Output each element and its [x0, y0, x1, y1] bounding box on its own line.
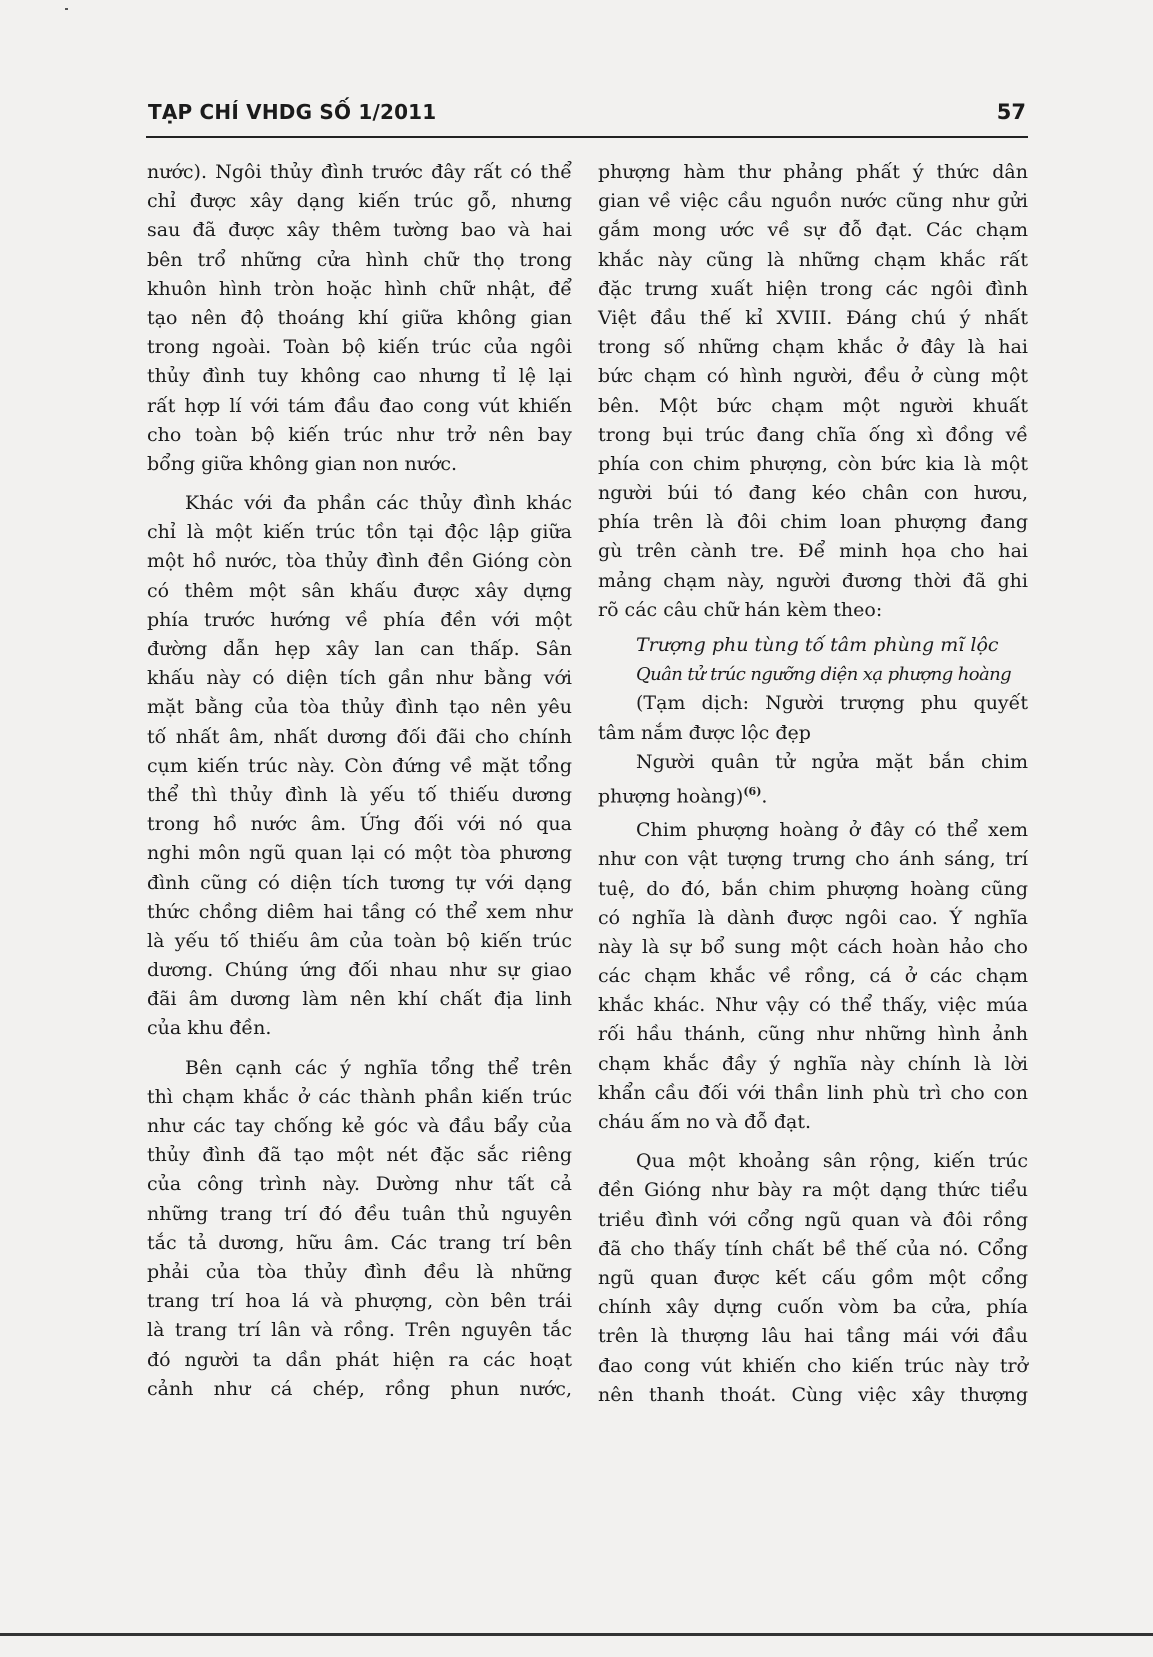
text-line: cảnh như cá chép, rồng phun nước,: [147, 1377, 572, 1400]
text-line: khắc khác. Như vậy có thể thấy, việc múa: [598, 994, 1028, 1017]
verse-line: Quân tử trúc ngưỡng diện xạ phượng hoàng: [636, 664, 1012, 686]
paragraph: [147, 158, 572, 479]
text-line: cho toàn bộ kiến trúc như trở nên bay: [147, 423, 572, 446]
page-header: [148, 100, 1026, 130]
text-line: nước). Ngôi thủy đình trước đây rất có thể: [147, 161, 572, 183]
text-line: trên là thượng lâu hai tầng mái với đầu: [598, 1325, 1028, 1348]
text-line: ngũ quan được kết cấu gồm một cổng: [598, 1266, 1028, 1289]
page-number: 57: [996, 100, 1026, 124]
text-line: đặc trưng xuất hiện trong các ngôi đình: [598, 277, 1028, 300]
text-line: người búi tó đang kéo chân con hươu,: [598, 482, 1028, 505]
text-line: sau đã được xây thêm tường bao và hai: [147, 219, 572, 242]
text-line: [598, 777, 1028, 806]
text-line: cháu ấm no và đỗ đạt.: [598, 1111, 811, 1133]
text-line: triều đình với cổng ngũ quan và đôi rồng: [598, 1208, 1028, 1231]
text-line: những trang trí đó đều tuân thủ nguyên: [147, 1202, 572, 1225]
text-line: đã cho thấy tính chất bề thế của nó. Cổng: [598, 1237, 1028, 1260]
text-line: gắm mong ước về sự đỗ đạt. Các chạm: [598, 219, 1028, 242]
text-line: đường dẫn hẹp xây lan can thấp. Sân: [147, 638, 572, 660]
text-line: Khác với đa phần các thủy đình khác: [185, 492, 572, 515]
text-line: trang trí hoa lá và phượng, còn bên trái: [147, 1290, 572, 1313]
text-line: trong ngoài. Toàn bộ kiến trúc của ngôi: [147, 336, 572, 359]
text-line: chỉ là một kiến trúc tồn tại độc lập giữa: [147, 521, 572, 544]
text-line: gian về việc cầu nguồn nước cũng như gửi: [598, 190, 1028, 213]
text-line: mặt bằng của tòa thủy đình tạo nên yêu: [147, 696, 572, 719]
text-line: bên trổ những cửa hình chữ thọ trong: [147, 248, 572, 271]
text-line: khẩn cầu đối với thần linh phù trì cho con: [598, 1081, 1028, 1104]
paragraph: [598, 1147, 1028, 1410]
text-line: phía trên là đôi chim loan phượng đang: [598, 511, 1028, 534]
text-line: đãi âm dương làm nên khí chất địa linh: [147, 988, 572, 1011]
text-line: cụm kiến trúc này. Còn đứng về mặt tổng: [147, 754, 572, 777]
text-line: Chim phượng hoàng ở đây có thể xem: [636, 819, 1028, 842]
text-line: trong hồ nước âm. Ứng đối với nó qua: [147, 813, 572, 836]
text-fragment: phượng hoàng): [598, 785, 744, 808]
text-line: thủy đình đã tạo một nét đặc sắc riêng: [147, 1144, 572, 1167]
text-line: phải của tòa thủy đình đều là những: [147, 1260, 572, 1283]
text-line: của khu đền.: [147, 1017, 272, 1040]
text-line: chạm khắc đầy ý nghĩa này chính là lời: [598, 1052, 1028, 1075]
text-line: rối hầu thánh, cũng như những hình ảnh: [598, 1023, 1028, 1046]
text-line: một hồ nước, tòa thủy đình đền Gióng còn: [147, 550, 572, 573]
text-line: (Tạm dịch: Người trượng phu quyết: [636, 692, 1028, 715]
text-line: Người quân tử ngửa mặt bắn chim: [636, 750, 1028, 773]
text-line: tuệ, do đó, bắn chim phượng hoàng cũng: [598, 877, 1028, 900]
text-line: bức chạm có hình người, đều ở cùng một: [598, 365, 1028, 388]
text-line: đền Gióng như bày ra một dạng thức tiểu: [598, 1179, 1028, 1202]
text-line: thì chạm khắc ở các thành phần kiến trúc: [147, 1085, 572, 1108]
journal-title: TẠP CHÍ VHDG SỐ 1/2011: [148, 100, 437, 124]
text-line: các chạm khắc về rồng, cá ở các chạm: [598, 965, 1028, 988]
text-line: nghi môn ngũ quan lại có một tòa phương: [147, 842, 572, 865]
text-line: như con vật tượng trưng cho ánh sáng, trí: [598, 848, 1028, 871]
header-rule: [146, 136, 1028, 138]
text-line: bổng giữa không gian non nước.: [147, 452, 458, 475]
text-line: có thêm một sân khấu được xây dựng: [147, 579, 572, 602]
text-line: đó người ta dần phát hiện ra các hoạt: [147, 1348, 572, 1371]
text-line: trong số những chạm khắc ở đây là hai: [598, 336, 1028, 359]
text-line: thủy đình tuy không cao nhưng tỉ lệ lại: [147, 365, 572, 388]
text-line: của công trình này. Dường như tất cả: [147, 1173, 572, 1196]
text-line: mảng chạm này, người đương thời đã ghi: [598, 569, 1028, 592]
text-line: chỉ được xây dạng kiến trúc gỗ, nhưng: [147, 190, 572, 213]
text-line: chính xây dựng cuốn vòm ba cửa, phía: [598, 1296, 1028, 1319]
text-line: thức chồng diêm hai tầng có thể xem như: [147, 900, 572, 923]
verse-block: [598, 631, 1028, 806]
left-column: [147, 158, 572, 1404]
text-line: Việt đầu thế kỉ XVIII. Đáng chú ý nhất: [598, 306, 1028, 329]
text-line: dương. Chúng ứng đối nhau như sự giao: [147, 959, 572, 982]
text-line: gù trên cành tre. Để minh họa cho hai: [598, 540, 1028, 563]
text-line: nên thanh thoát. Cùng việc xây thượng: [598, 1383, 1028, 1406]
text-line: khuôn hình tròn hoặc hình chữ nhật, để: [147, 277, 572, 300]
paragraph: [147, 1054, 572, 1404]
text-line: này là sự bổ sung một cách hoàn hảo cho: [598, 935, 1028, 958]
paragraph: [598, 158, 1028, 625]
text-line: rất hợp lí với tám đầu đao cong vút khiến: [147, 394, 572, 417]
text-line: rõ các câu chữ hán kèm theo:: [598, 598, 883, 621]
paragraph: [147, 489, 572, 1044]
text-line: phượng hàm thư phảng phất ý thức dân: [598, 161, 1028, 183]
text-line: bên. Một bức chạm một người khuất: [598, 394, 1028, 417]
text-line: phía con chim phượng, còn bức kia là một: [598, 452, 1028, 475]
text-line: là yếu tố thiếu âm của toàn bộ kiến trúc: [147, 929, 572, 952]
text-line: như các tay chống kẻ góc và đầu bẩy của: [147, 1115, 572, 1137]
text-line: tố nhất âm, nhất dương đối đãi cho chính: [147, 725, 572, 748]
text-line: Qua một khoảng sân rộng, kiến trúc: [636, 1150, 1028, 1173]
text-line: thể thì thủy đình là yếu tố thiếu dương: [147, 783, 572, 806]
page-bottom-rule: [0, 1633, 1153, 1636]
text-line: khấu này có diện tích gần như bằng với: [147, 667, 572, 690]
text-line: Bên cạnh các ý nghĩa tổng thể trên: [185, 1056, 572, 1079]
text-line: phía trước hướng về phía đền với một: [147, 608, 572, 631]
text-line: tắc tả dương, hữu âm. Các trang trí bên: [147, 1231, 572, 1254]
paragraph: [598, 816, 1028, 1137]
text-line: tạo nên độ thoáng khí giữa không gian: [147, 306, 572, 329]
scan-mark: [65, 8, 68, 10]
text-line: đao cong vút khiến cho kiến trúc này trở: [598, 1354, 1028, 1377]
footnote-ref: (6): [743, 784, 762, 798]
text-line: có nghĩa là dành được ngôi cao. Ý nghĩa: [598, 906, 1028, 929]
text-line: là trang trí lân và rồng. Trên nguyên tắc: [147, 1319, 572, 1342]
text-line: đình cũng có diện tích tương tự với dạng: [147, 871, 572, 894]
text-line: khắc này cũng là những chạm khắc rất: [598, 248, 1028, 271]
text-line: tâm nắm được lộc đẹp: [598, 721, 811, 744]
right-column: [598, 158, 1028, 1410]
text-fragment: .: [761, 785, 768, 808]
verse-line: Trượng phu tùng tố tâm phùng mĩ lộc: [636, 634, 999, 656]
text-line: trong bụi trúc đang chĩa ống xì đồng về: [598, 423, 1028, 446]
